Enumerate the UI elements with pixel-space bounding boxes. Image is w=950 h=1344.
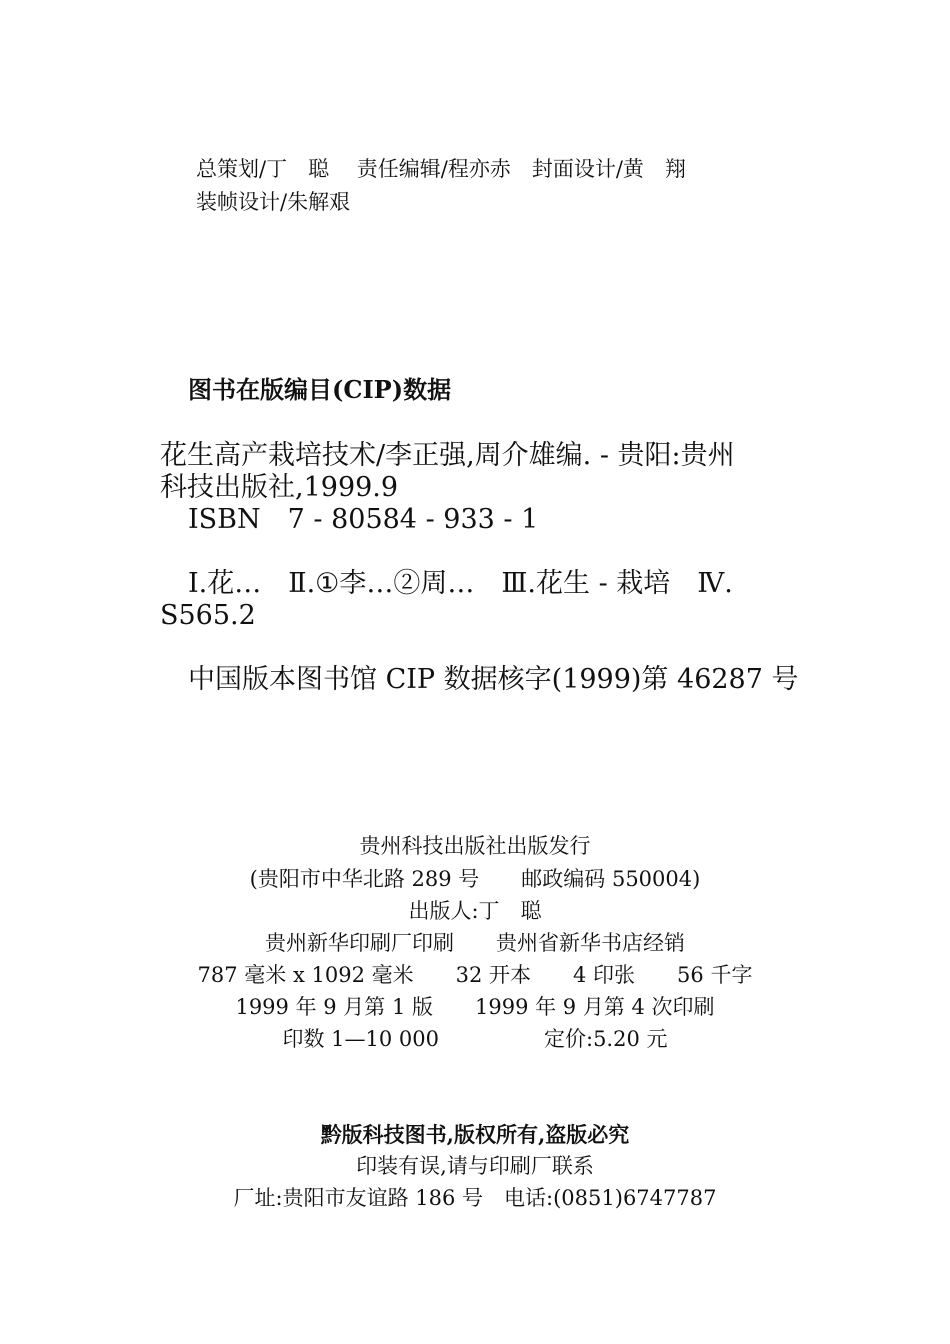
cip-title-line-1: 花生高产栽培技术/李正强,周介雄编. - 贵阳:贵州 [160,440,735,471]
publisher-line-1: 贵州科技出版社出版发行 [359,834,591,858]
credits-line-1: 总策划/丁 聪 责任编辑/程亦赤 封面设计/黄 翔 [196,157,686,181]
publisher-line-5: 787 毫米 x 1092 毫米 32 开本 4 印张 56 千字 [197,963,753,987]
cip-isbn: ISBN 7 - 80584 - 933 - 1 [188,504,539,535]
cip-title-line-2: 科技出版社,1999.9 [160,472,399,503]
publisher-line-7: 印数 1—10 000 定价:5.20 元 [282,1027,668,1051]
cip-subjects: Ⅰ.花… Ⅱ.①李…②周… Ⅲ.花生 - 栽培 Ⅳ. [188,568,733,599]
copyright-notice: 黔版科技图书,版权所有,盗版必究 [320,1122,630,1147]
publisher-line-3: 出版人:丁 聪 [408,899,542,923]
cip-classification: S565.2 [160,600,256,631]
publisher-line-6: 1999 年 9 月第 1 版 1999 年 9 月第 4 次印刷 [235,995,715,1019]
factory-address: 厂址:贵阳市友谊路 186 号 电话:(0851)6747787 [233,1186,717,1210]
cip-heading: 图书在版编目(CIP)数据 [188,375,452,404]
cip-verification: 中国版本图书馆 CIP 数据核字(1999)第 46287 号 [188,664,799,695]
publisher-line-2: (贵阳市中华北路 289 号 邮政编码 550004) [249,867,701,891]
credits-line-2: 装帧设计/朱解艰 [196,190,351,214]
publisher-line-4: 贵州新华印刷厂印刷 贵州省新华书店经销 [265,931,685,955]
errata-notice: 印装有误,请与印刷厂联系 [356,1154,594,1178]
